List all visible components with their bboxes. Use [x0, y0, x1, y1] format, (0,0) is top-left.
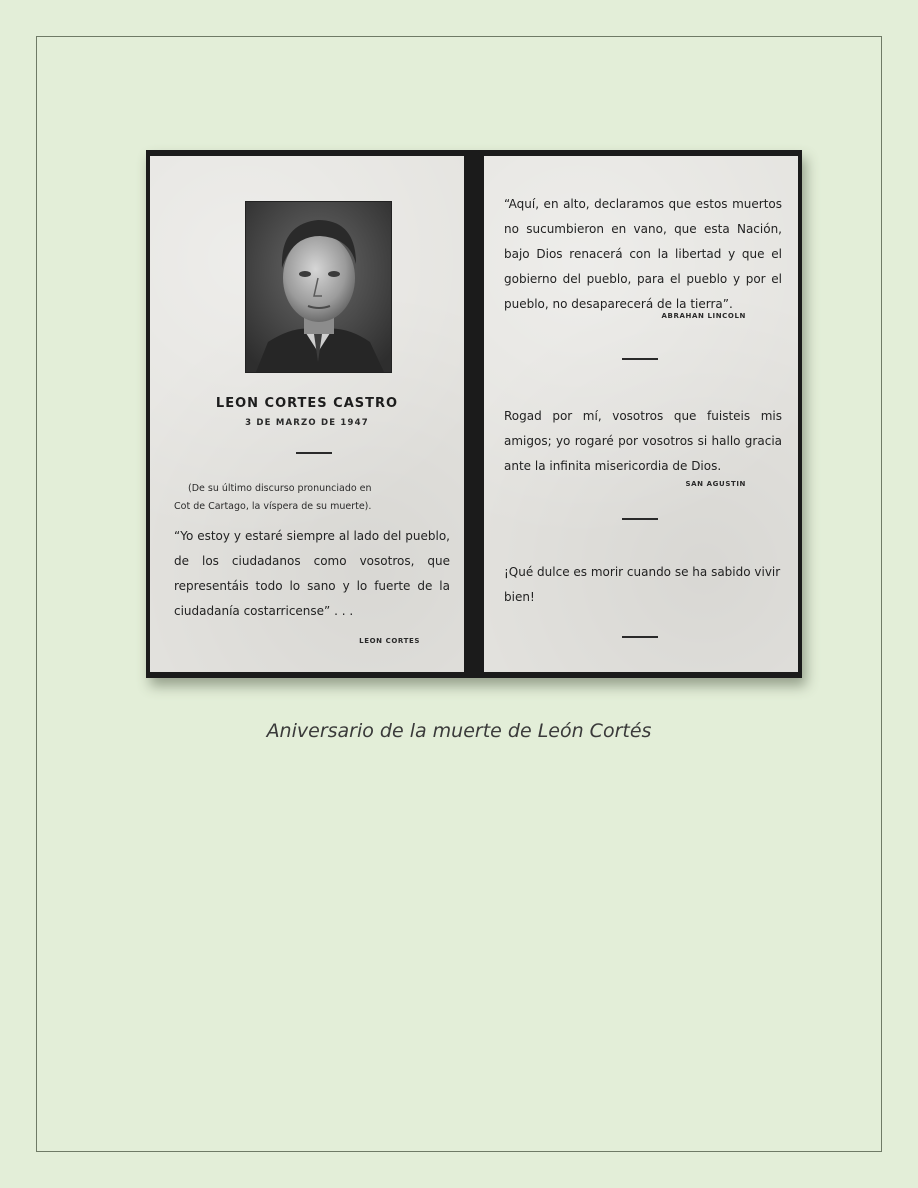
- agustin-quote: Rogad por mí, vosotros que fuisteis mis amigos; yo rogaré por vosotros si hallo gracia ante la infinita misericordia de Dios.: [504, 409, 782, 473]
- memorial-card-image: [146, 150, 802, 678]
- cortes-attribution: LEON CORTES: [359, 637, 420, 645]
- closing-quote: ¡Qué dulce es morir cuando se ha sabido vivir bien!: [504, 565, 781, 604]
- person-name: LEON CORTES CASTRO: [215, 396, 399, 411]
- lincoln-quote: “Aquí, en alto, declaramos que estos muertos no sucumbieron en vano, que esta Nación, bajo Dios renacerá con la libertad y que el gobierno del pueblo, para el pueblo y por el pueblo, no desaparecerá de la tierra”.: [504, 197, 782, 311]
- divider-rule: [622, 636, 658, 638]
- speech-context-line1: (De su último discurso pronunciado en: [188, 483, 372, 494]
- card-left-panel: [150, 156, 464, 672]
- portrait-photo: [245, 201, 392, 373]
- speech-context: [174, 480, 454, 516]
- divider-rule: [622, 518, 658, 520]
- divider-rule: [622, 358, 658, 360]
- image-caption: Aniversario de la muerte de León Cortés: [266, 720, 652, 742]
- speech-context-line2: Cot de Cartago, la víspera de su muerte).: [174, 501, 372, 512]
- agustin-attribution: SAN AGUSTIN: [685, 480, 746, 488]
- lincoln-attribution: ABRAHAN LINCOLN: [661, 312, 746, 320]
- card-right-panel: [484, 156, 798, 672]
- cortes-quote: “Yo estoy y estaré siempre al lado del pueblo, de los ciudadanos como vosotros, que representáis todo lo sano y lo fuerte de la ciudadanía costarricense” . . .: [174, 529, 450, 618]
- portrait-illustration: [246, 202, 391, 372]
- death-date: 3 DE MARZO DE 1947: [245, 418, 369, 428]
- divider-rule: [296, 452, 332, 454]
